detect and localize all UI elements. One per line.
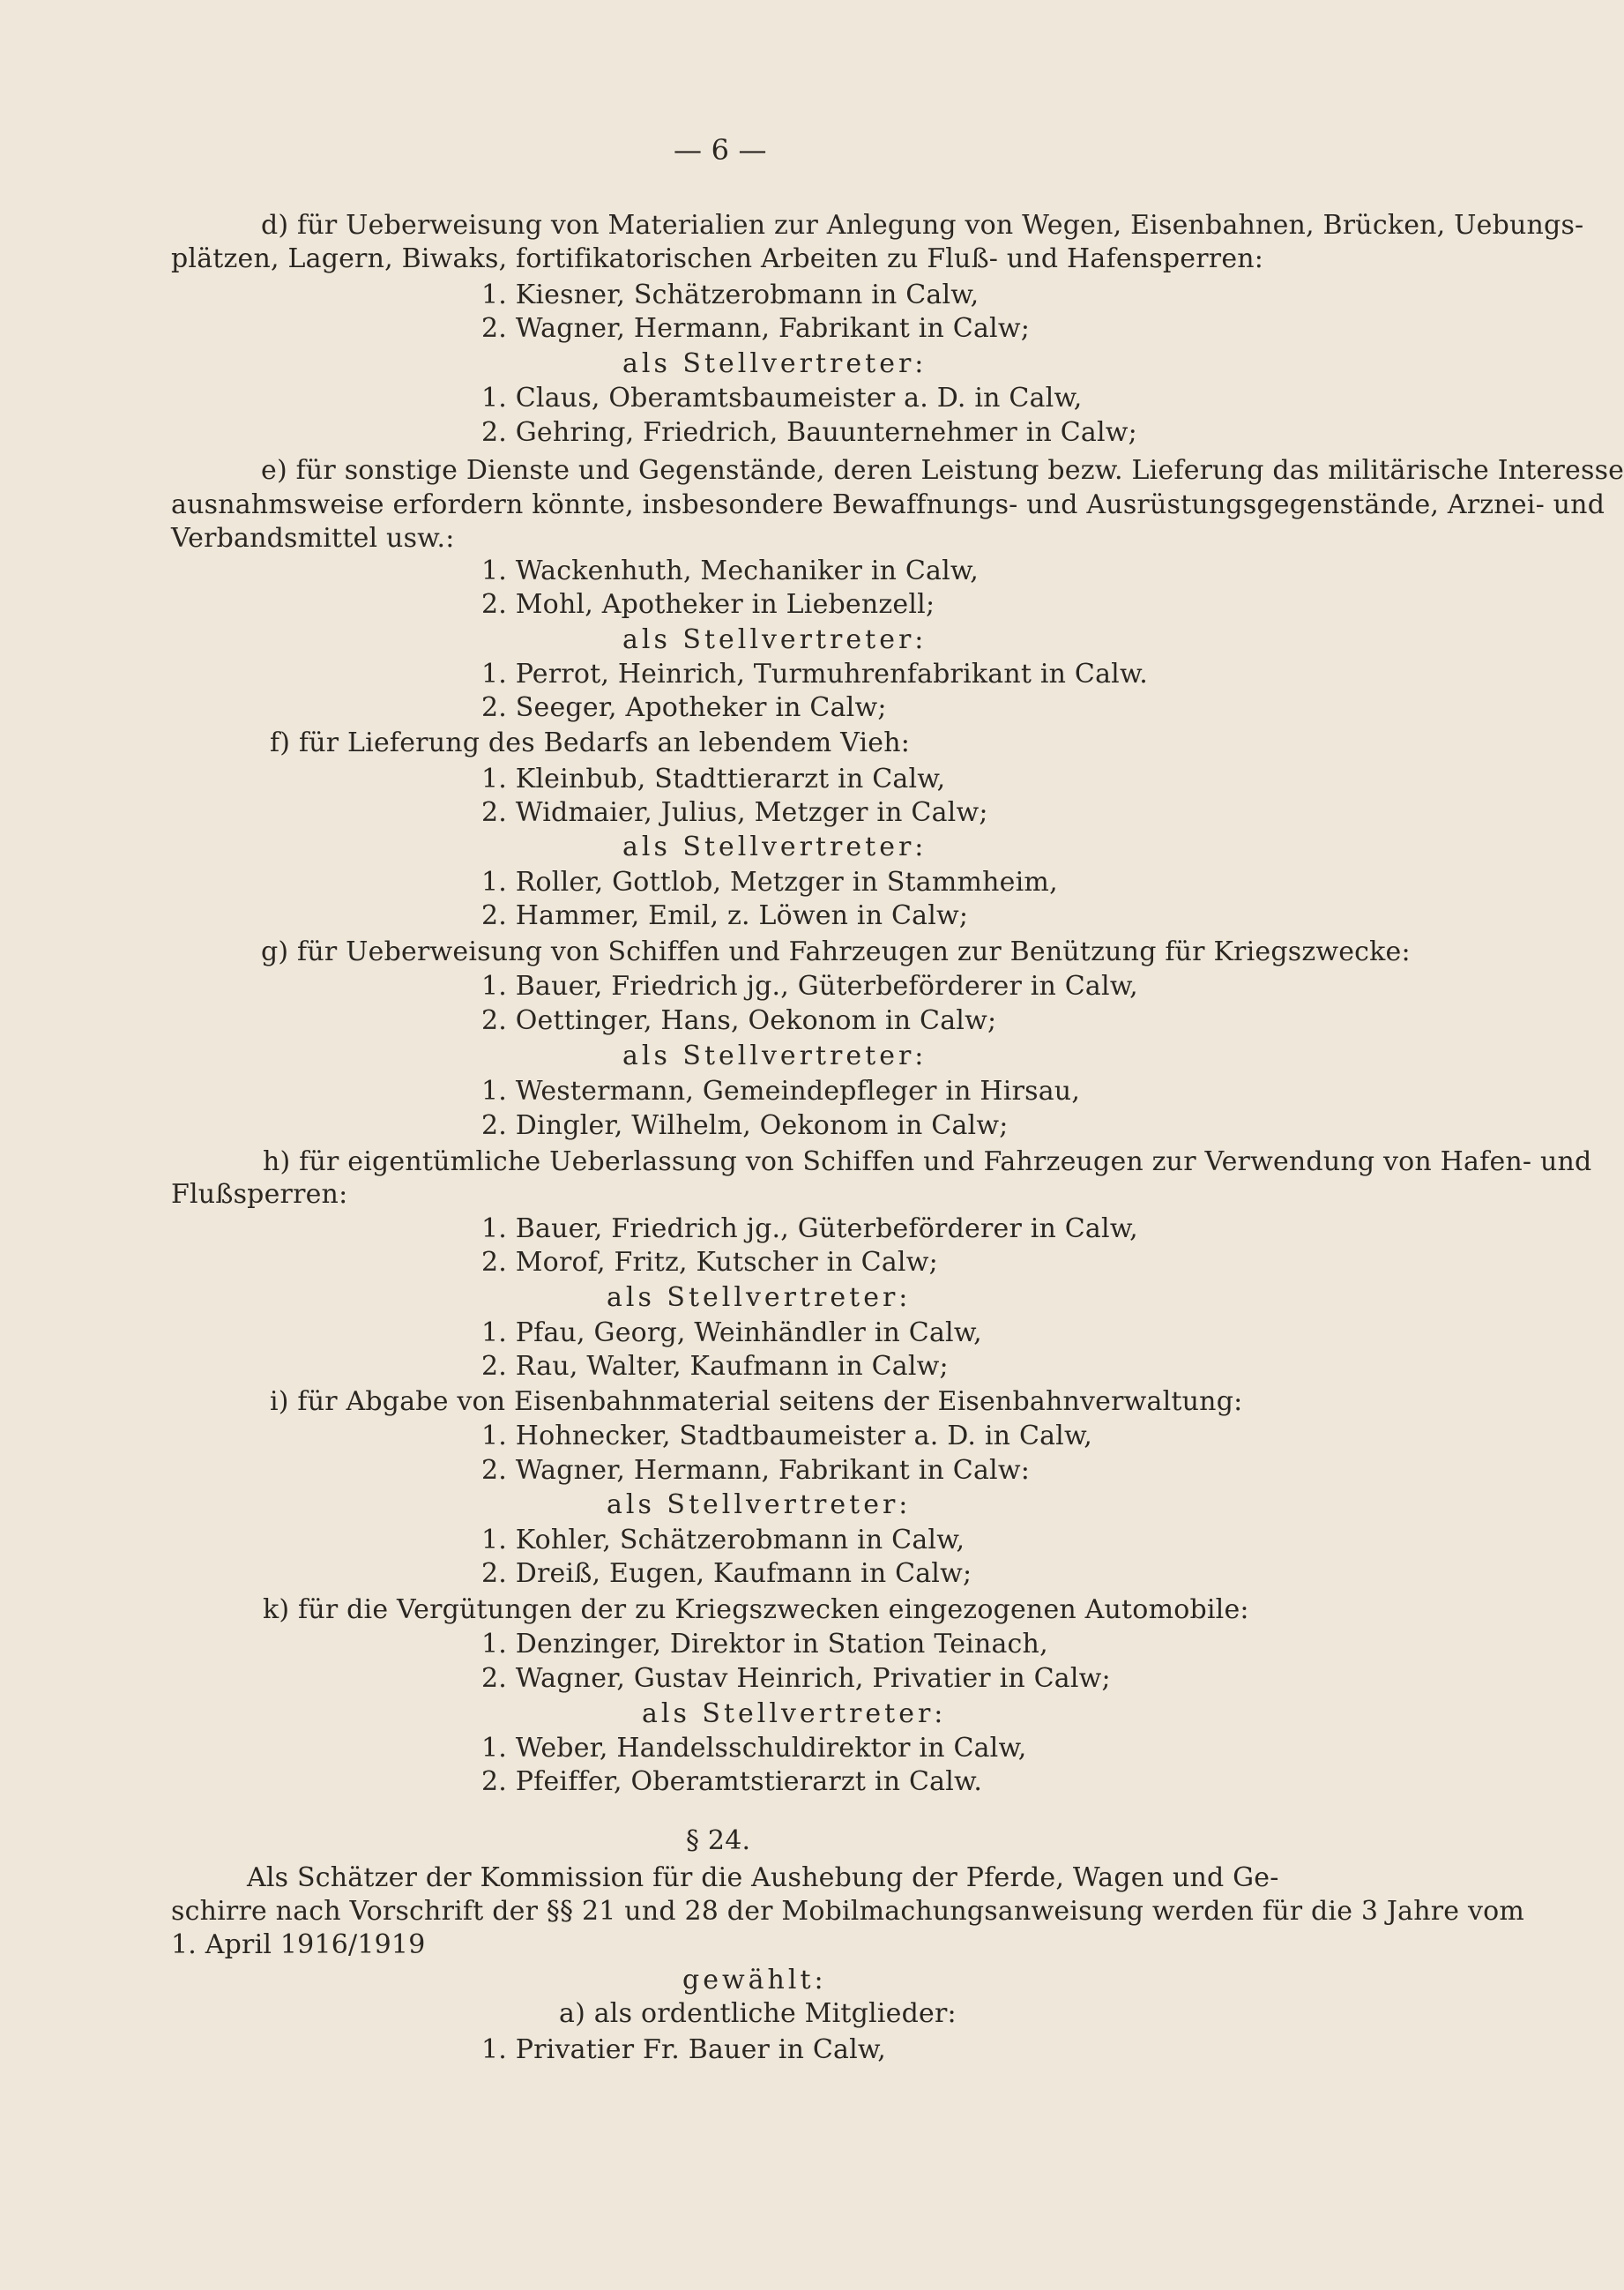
page-number: — 6 — <box>674 133 767 167</box>
paragraph-24-title: § 24. <box>686 1825 751 1856</box>
section-k-deputy-1: 1. Weber, Handelsschuldirektor in Calw, <box>481 1733 1027 1764</box>
section-g-heading: g) für Ueberweisung von Schiffen und Fahrzeugen zur Benützung für Kriegszwecke: <box>261 936 1411 967</box>
section-i-deputy-2: 2. Dreiß, Eugen, Kaufmann in Calw; <box>481 1558 972 1589</box>
section-k-member-1: 1. Denzinger, Direktor in Station Teinach, <box>481 1629 1048 1660</box>
section-g-member-2: 2. Oettinger, Hans, Oekonom in Calw; <box>481 1005 997 1036</box>
paragraph-24-elected-label: gewählt: <box>682 1965 827 1995</box>
section-i-deputy-1: 1. Kohler, Schätzerobmann in Calw, <box>481 1525 965 1555</box>
paragraph-24-members-label: a) als ordentliche Mitglieder: <box>559 1998 957 2029</box>
section-f-deputies-label: als Stellvertreter: <box>622 832 927 862</box>
section-k-deputies-label: als Stellvertreter: <box>642 1698 947 1729</box>
section-k-heading: k) für die Vergütungen der zu Kriegszwecken eingezogenen Automobile: <box>263 1594 1249 1625</box>
section-g-deputy-1: 1. Westermann, Gemeindepfleger in Hirsau, <box>481 1076 1081 1107</box>
section-e-member-2: 2. Mohl, Apotheker in Liebenzell; <box>481 589 935 620</box>
paragraph-24-text-2: schirre nach Vorschrift der §§ 21 und 28 der Mobilmachungsanweisung werden für die 3 Jahre vom <box>171 1896 1525 1927</box>
section-i-heading: i) für Abgabe von Eisenbahnmaterial seitens der Eisenbahnverwaltung: <box>270 1386 1243 1417</box>
section-e-deputies-label: als Stellvertreter: <box>622 624 927 655</box>
section-e-member-1: 1. Wackenhuth, Mechaniker in Calw, <box>481 556 979 586</box>
paragraph-24-text-3: 1. April 1916/1919 <box>171 1929 426 1960</box>
section-e-heading: e) für sonstige Dienste und Gegenstände, deren Leistung bezw. Lieferung das militärische Interesse <box>261 455 1624 486</box>
section-g-deputy-2: 2. Dingler, Wilhelm, Oekonom in Calw; <box>481 1110 1009 1141</box>
section-d-deputies-label: als Stellvertreter: <box>622 348 927 379</box>
section-f-member-2: 2. Widmaier, Julius, Metzger in Calw; <box>481 797 988 828</box>
section-k-deputy-2: 2. Pfeiffer, Oberamtstierarzt in Calw. <box>481 1766 983 1797</box>
section-e-heading-cont-2: Verbandsmittel usw.: <box>171 523 455 554</box>
section-k-member-2: 2. Wagner, Gustav Heinrich, Privatier in Calw; <box>481 1663 1111 1694</box>
section-d-heading: d) für Ueberweisung von Materialien zur Anlegung von Wegen, Eisenbahnen, Brücken, Uebungs- <box>261 210 1584 241</box>
section-h-deputy-1: 1. Pfau, Georg, Weinhändler in Calw, <box>481 1317 982 1348</box>
section-e-heading-cont-1: ausnahmsweise erfordern könnte, insbesondere Bewaffnungs- und Ausrüstungsgegenstände, Arznei- und <box>171 489 1605 520</box>
section-d-heading-cont: plätzen, Lagern, Biwaks, fortifikatorischen Arbeiten zu Fluß- und Hafensperren: <box>171 243 1264 274</box>
section-f-member-1: 1. Kleinbub, Stadttierarzt in Calw, <box>481 764 946 794</box>
section-h-member-2: 2. Morof, Fritz, Kutscher in Calw; <box>481 1247 938 1278</box>
section-d-member-2: 2. Wagner, Hermann, Fabrikant in Calw; <box>481 313 1031 344</box>
section-h-heading-cont: Flußsperren: <box>171 1179 348 1210</box>
section-h-member-1: 1. Bauer, Friedrich jg., Güterbeförderer in Calw, <box>481 1213 1138 1244</box>
section-f-deputy-1: 1. Roller, Gottlob, Metzger in Stammheim, <box>481 867 1058 898</box>
section-f-deputy-2: 2. Hammer, Emil, z. Löwen in Calw; <box>481 900 969 931</box>
section-f-heading: f) für Lieferung des Bedarfs an lebendem Vieh: <box>270 727 911 758</box>
section-h-deputy-2: 2. Rau, Walter, Kaufmann in Calw; <box>481 1351 949 1382</box>
section-g-member-1: 1. Bauer, Friedrich jg., Güterbeförderer in Calw, <box>481 971 1138 1002</box>
paragraph-24-member-1: 1. Privatier Fr. Bauer in Calw, <box>481 2034 886 2065</box>
section-g-deputies-label: als Stellvertreter: <box>622 1041 927 1071</box>
paragraph-24-text-1: Als Schätzer der Kommission für die Aushebung der Pferde, Wagen und Ge- <box>247 1862 1279 1893</box>
section-d-member-1: 1. Kiesner, Schätzerobmann in Calw, <box>481 280 980 310</box>
section-i-member-1: 1. Hohnecker, Stadtbaumeister a. D. in Calw, <box>481 1421 1093 1451</box>
section-i-deputies-label: als Stellvertreter: <box>607 1489 912 1520</box>
section-e-deputy-1: 1. Perrot, Heinrich, Turmuhrenfabrikant in Calw. <box>481 659 1149 690</box>
section-d-deputy-2: 2. Gehring, Friedrich, Bauunternehmer in Calw; <box>481 417 1137 448</box>
section-i-member-2: 2. Wagner, Hermann, Fabrikant in Calw: <box>481 1455 1031 1486</box>
section-h-heading: h) für eigentümliche Ueberlassung von Schiffen und Fahrzeugen zur Verwendung von Hafen- und <box>263 1146 1592 1177</box>
section-d-deputy-1: 1. Claus, Oberamtsbaumeister a. D. in Calw, <box>481 383 1083 414</box>
section-e-deputy-2: 2. Seeger, Apotheker in Calw; <box>481 692 887 723</box>
section-h-deputies-label: als Stellvertreter: <box>607 1282 912 1313</box>
